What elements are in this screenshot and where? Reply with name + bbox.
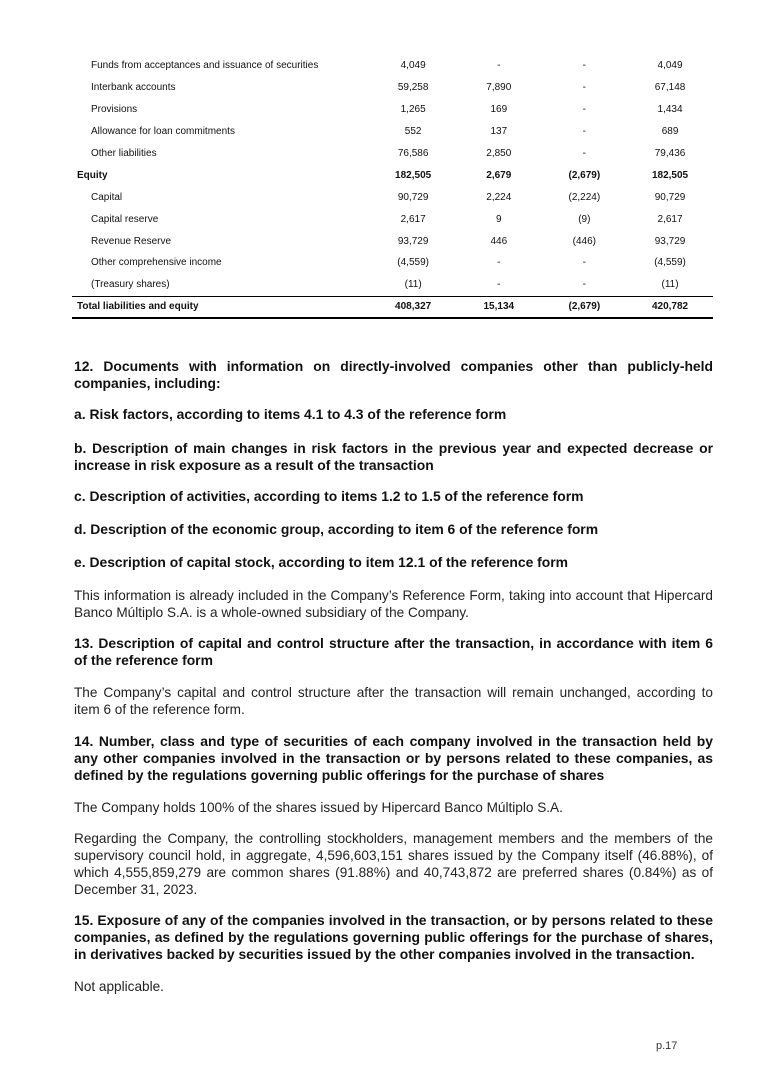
value-cell-col3: (2,224) (568, 191, 601, 203)
section-12a: a. Risk factors, according to items 4.1 to 4.3 of the reference form (74, 406, 507, 422)
value-cell-col2: - (497, 279, 501, 291)
row-label: (Treasury shares) (91, 279, 170, 291)
value-cell-col1: 552 (404, 126, 422, 138)
table-row (72, 143, 713, 165)
table-row (72, 186, 713, 208)
value-cell-col4: 79,436 (654, 148, 686, 159)
value-cell-col3: (9) (578, 213, 591, 225)
value-cell-col4: 93,729 (654, 235, 686, 247)
section-12c: c. Description of activities, according to items 1.2 to 1.5 of the reference form (74, 488, 584, 504)
section-15-title: 15. Exposure of any of the companies involved in the transaction, or by persons related to these companies, as defined by the regulations governing public offerings for the purchase of shares, in derivatives backed by securities issued by the other companies involved in the transaction. (74, 912, 713, 962)
section-12b: b. Description of main changes in risk factors in the previous year and expected decrease or increase in risk exposure as a result of the transaction (74, 440, 713, 473)
value-cell-col1: 93,729 (397, 235, 429, 247)
section-12d: d. Description of the economic group, according to item 6 of the reference form (74, 521, 599, 537)
value-cell-col3: (2,679) (568, 169, 601, 181)
balance-sheet-body (72, 55, 713, 318)
table-row (72, 164, 713, 186)
value-cell-col1: 2,617 (400, 213, 426, 225)
value-cell-col4: (4,559) (654, 257, 686, 269)
value-cell-col1: 4,049 (400, 60, 426, 72)
value-cell-col1: 182,505 (395, 169, 432, 181)
table-row (72, 230, 713, 252)
value-cell-col1: 408,327 (370, 296, 456, 318)
value-cell-col1: (4,559) (397, 257, 429, 269)
value-cell-col2: 2,224 (486, 191, 512, 203)
row-label: Total liabilities and equity (72, 296, 370, 318)
row-label: Capital reserve (91, 213, 159, 225)
value-cell-col2: 7,890 (486, 82, 512, 94)
row-label: Capital (91, 191, 123, 203)
value-cell-col3: (2,679) (542, 296, 628, 318)
value-cell-col4: 182,505 (651, 169, 689, 181)
table-row (72, 99, 713, 121)
table-row (72, 55, 713, 77)
section-13-title: 13. Description of capital and control structure after the transaction, in accordance with item 6 of the reference form (74, 635, 713, 668)
value-cell-col2: - (497, 257, 501, 269)
value-cell-col4: (11) (661, 279, 679, 291)
row-label: Provisions (91, 104, 138, 116)
value-cell-col2: 2,679 (486, 169, 512, 181)
section-12e: e. Description of capital stock, according to item 12.1 of the reference form (74, 554, 569, 570)
value-cell-col4: 2,617 (657, 213, 683, 225)
table-row (72, 208, 713, 230)
value-cell-col2: 2,850 (486, 148, 512, 159)
row-label: Interbank accounts (91, 82, 176, 94)
row-label: Revenue Reserve (91, 235, 172, 247)
value-cell-col2: 137 (490, 126, 508, 138)
section-15-text: Not applicable. (74, 979, 164, 994)
row-label: Equity (77, 169, 108, 181)
row-label: Funds from acceptances and issuance of securities (91, 60, 319, 72)
value-cell-col2: 9 (496, 213, 502, 225)
page-number: p.17 (656, 1040, 678, 1052)
section-14-text-2: Regarding the Company, the controlling stockholders, management members and the members of the supervisory council hold, in aggregate, 4,596,603,151 shares issued by the Company itself (46.88%), of which 4,555,859,279 are common shares (91.88%) and 40,743,872 are preferred shares (0.84%) as of December 31, 2023. (74, 831, 713, 897)
section-14-text-1: The Company holds 100% of the shares issued by Hipercard Banco Múltiplo S.A. (74, 800, 563, 815)
table-row (72, 274, 713, 296)
value-cell-col3: - (582, 126, 586, 138)
value-cell-col2: 15,134 (456, 296, 541, 318)
value-cell-col2: 169 (490, 104, 508, 116)
value-cell-col1: 90,729 (397, 191, 429, 203)
value-cell-col3: - (582, 60, 586, 72)
section-12-title: 12. Documents with information on directly-involved companies other than publicly-held companies, including: (74, 358, 713, 391)
value-cell-col4: 420,782 (627, 296, 713, 318)
row-label: Other liabilities (91, 148, 157, 159)
value-cell-col2: 446 (490, 235, 508, 247)
value-cell-col1: 59,258 (397, 82, 429, 94)
value-cell-col4: 689 (661, 126, 679, 138)
value-cell-col3: - (582, 104, 586, 116)
value-cell-col4: 1,434 (657, 104, 683, 116)
value-cell-col3: (446) (572, 235, 596, 247)
value-cell-col4: 4,049 (657, 60, 683, 72)
table-row (72, 296, 713, 318)
value-cell-col4: 67,148 (654, 82, 686, 94)
table-row (72, 252, 713, 274)
value-cell-col3: - (582, 279, 586, 291)
value-cell-col1: 1,265 (400, 104, 426, 116)
value-cell-col3: - (582, 257, 586, 269)
section-14-title: 14. Number, class and type of securities of each company involved in the transaction held by any other companies involved in the transaction or by persons related to these companies, as defined by the regulations governing public offerings for the purchase of shares (74, 733, 713, 783)
value-cell-col1: 76,586 (397, 148, 429, 159)
value-cell-col2: - (497, 60, 501, 72)
balance-sheet-table (72, 55, 713, 319)
row-label: Allowance for loan commitments (91, 126, 235, 138)
row-label: Other comprehensive income (91, 257, 222, 269)
table-row (72, 121, 713, 143)
section-13-text: The Company’s capital and control structure after the transaction will remain unchanged, according to item 6 of the reference form. (74, 685, 713, 717)
section-12-text: This information is already included in the Company’s Reference Form, taking into account that Hipercard Banco Múltiplo S.A. is a whole-owned subsidiary of the Company. (74, 588, 713, 620)
value-cell-col3: - (582, 82, 586, 94)
value-cell-col4: 90,729 (654, 191, 686, 203)
value-cell-col3: - (582, 148, 586, 159)
table-row (72, 77, 713, 99)
value-cell-col1: (11) (404, 279, 422, 291)
